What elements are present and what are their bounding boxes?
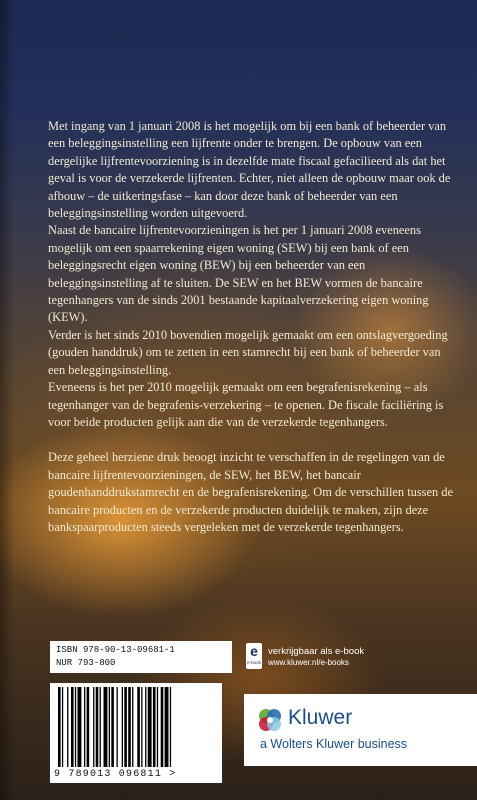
blurb-paragraph-5: Deze geheel herziene druk beoogt inzicht te verschaffen in de regelingen van de bancaire lijfrentevoorzieningen, de SEW, het BEW, het bancair goudenhanddrukstamrecht en de begrafenisrekening. Om de verschillen tussen de bancaire producten en de verzekerde producten duidelijk te maken, zijn deze bankspaarproducten steeds vergeleken met de verzekerde tegenhangers.: [48, 450, 453, 534]
barcode-bar: [148, 687, 152, 767]
barcode-bar: [58, 687, 61, 767]
barcode-bar: [100, 687, 101, 767]
ebook-icon-label: e-book: [247, 660, 261, 665]
nur-code: NUR 793-800: [56, 658, 116, 668]
barcode-bar: [109, 687, 110, 767]
barcode-bar: [124, 687, 127, 767]
ebook-availability: verkrijgbaar als e-book: [268, 646, 365, 657]
barcode-bar: [96, 687, 99, 767]
barcode-bar: [157, 687, 158, 767]
blurb-paragraph-3: Verder is het sinds 2010 bovendien mogelijk gemaakt om een ontslagvergoeding (gouden handdruk) om te zetten in een stamrecht bij een bank of beheerder van een beleggingsinstelling.: [48, 327, 448, 377]
barcode-bar: [122, 687, 123, 767]
blurb-paragraph-4: Eveneens is het per 2010 mogelijk gemaakt om een begrafenisrekening – als tegenhanger van de begrafenis-verzekering – te openen. De fiscale faciliëring is voor beide producten gelijk aan die van de verzekerde tegenhangers.: [48, 380, 444, 429]
barcode-bar: [161, 687, 164, 767]
publisher-logo-panel: [244, 694, 477, 766]
barcode-bar: [153, 687, 156, 767]
publisher-name: Kluwer: [288, 706, 353, 729]
isbn-number: ISBN 978-90-13-09681-1: [56, 645, 175, 655]
barcode-bar: [141, 687, 142, 767]
barcode: [50, 683, 222, 783]
publisher-tagline: a Wolters Kluwer business: [260, 737, 408, 751]
kluwer-logo-icon: [258, 708, 282, 732]
blurb-paragraph-1: Met ingang van 1 januari 2008 is het mogelijk om bij een bank of beheerder van een beleggingsinstelling een lijfrente onder te brengen. De opbouw van een dergelijke lijfrentevoorziening is in dezelfde mate fiscaal gefacilieerd als dat het geval is voor de verzekerde lijfrenten. Echter, niet alleen de opbouw maar ook de afbouw – de uitkeringsfase – kan door deze bank of beheerder van een beleggingsinstelling worden uitgevoerd.: [48, 119, 451, 221]
barcode-bar: [62, 687, 63, 767]
barcode-bar: [78, 687, 82, 767]
blurb-text: [48, 118, 458, 536]
barcode-bar: [137, 687, 140, 767]
barcode-bars: [50, 685, 222, 771]
blurb-paragraph-2: Naast de bancaire lijfrentevoorzieningen is het per 1 januari 2008 eveneens mogelijk om een spaarrekening eigen woning (SEW) bij een bank of een beleggingsrecht eigen woning (BEW) bij een beheerder van een beleggingsinstelling af te sluiten. De SEW en het BEW vormen de bancaire tegenhangers van de sinds 2001 bestaande kapitaalverzekering eigen woning (KEW).: [48, 223, 429, 325]
isbn-label: [50, 641, 232, 673]
barcode-bar: [71, 687, 74, 767]
ebook-icon: [246, 643, 262, 669]
barcode-bar: [75, 687, 76, 767]
barcode-bar: [87, 687, 90, 767]
barcode-bar: [84, 687, 85, 767]
barcode-bar: [117, 687, 118, 767]
spine-shadow: [0, 0, 14, 800]
barcode-bar: [93, 687, 94, 767]
barcode-bar: [165, 687, 169, 767]
barcode-bar: [132, 687, 133, 767]
barcode-bar: [104, 687, 108, 767]
barcode-bar: [145, 687, 146, 767]
barcode-digits: 9 789013 096811 >: [54, 769, 177, 780]
barcode-bar: [111, 687, 114, 767]
ebook-notice[interactable]: [246, 643, 446, 673]
barcode-bar: [170, 687, 171, 767]
ebook-url[interactable]: www.kluwer.nl/e-books: [268, 658, 349, 667]
ebook-icon-letter: e: [250, 643, 258, 659]
barcode-bar: [128, 687, 131, 767]
barcode-bar: [67, 687, 68, 767]
